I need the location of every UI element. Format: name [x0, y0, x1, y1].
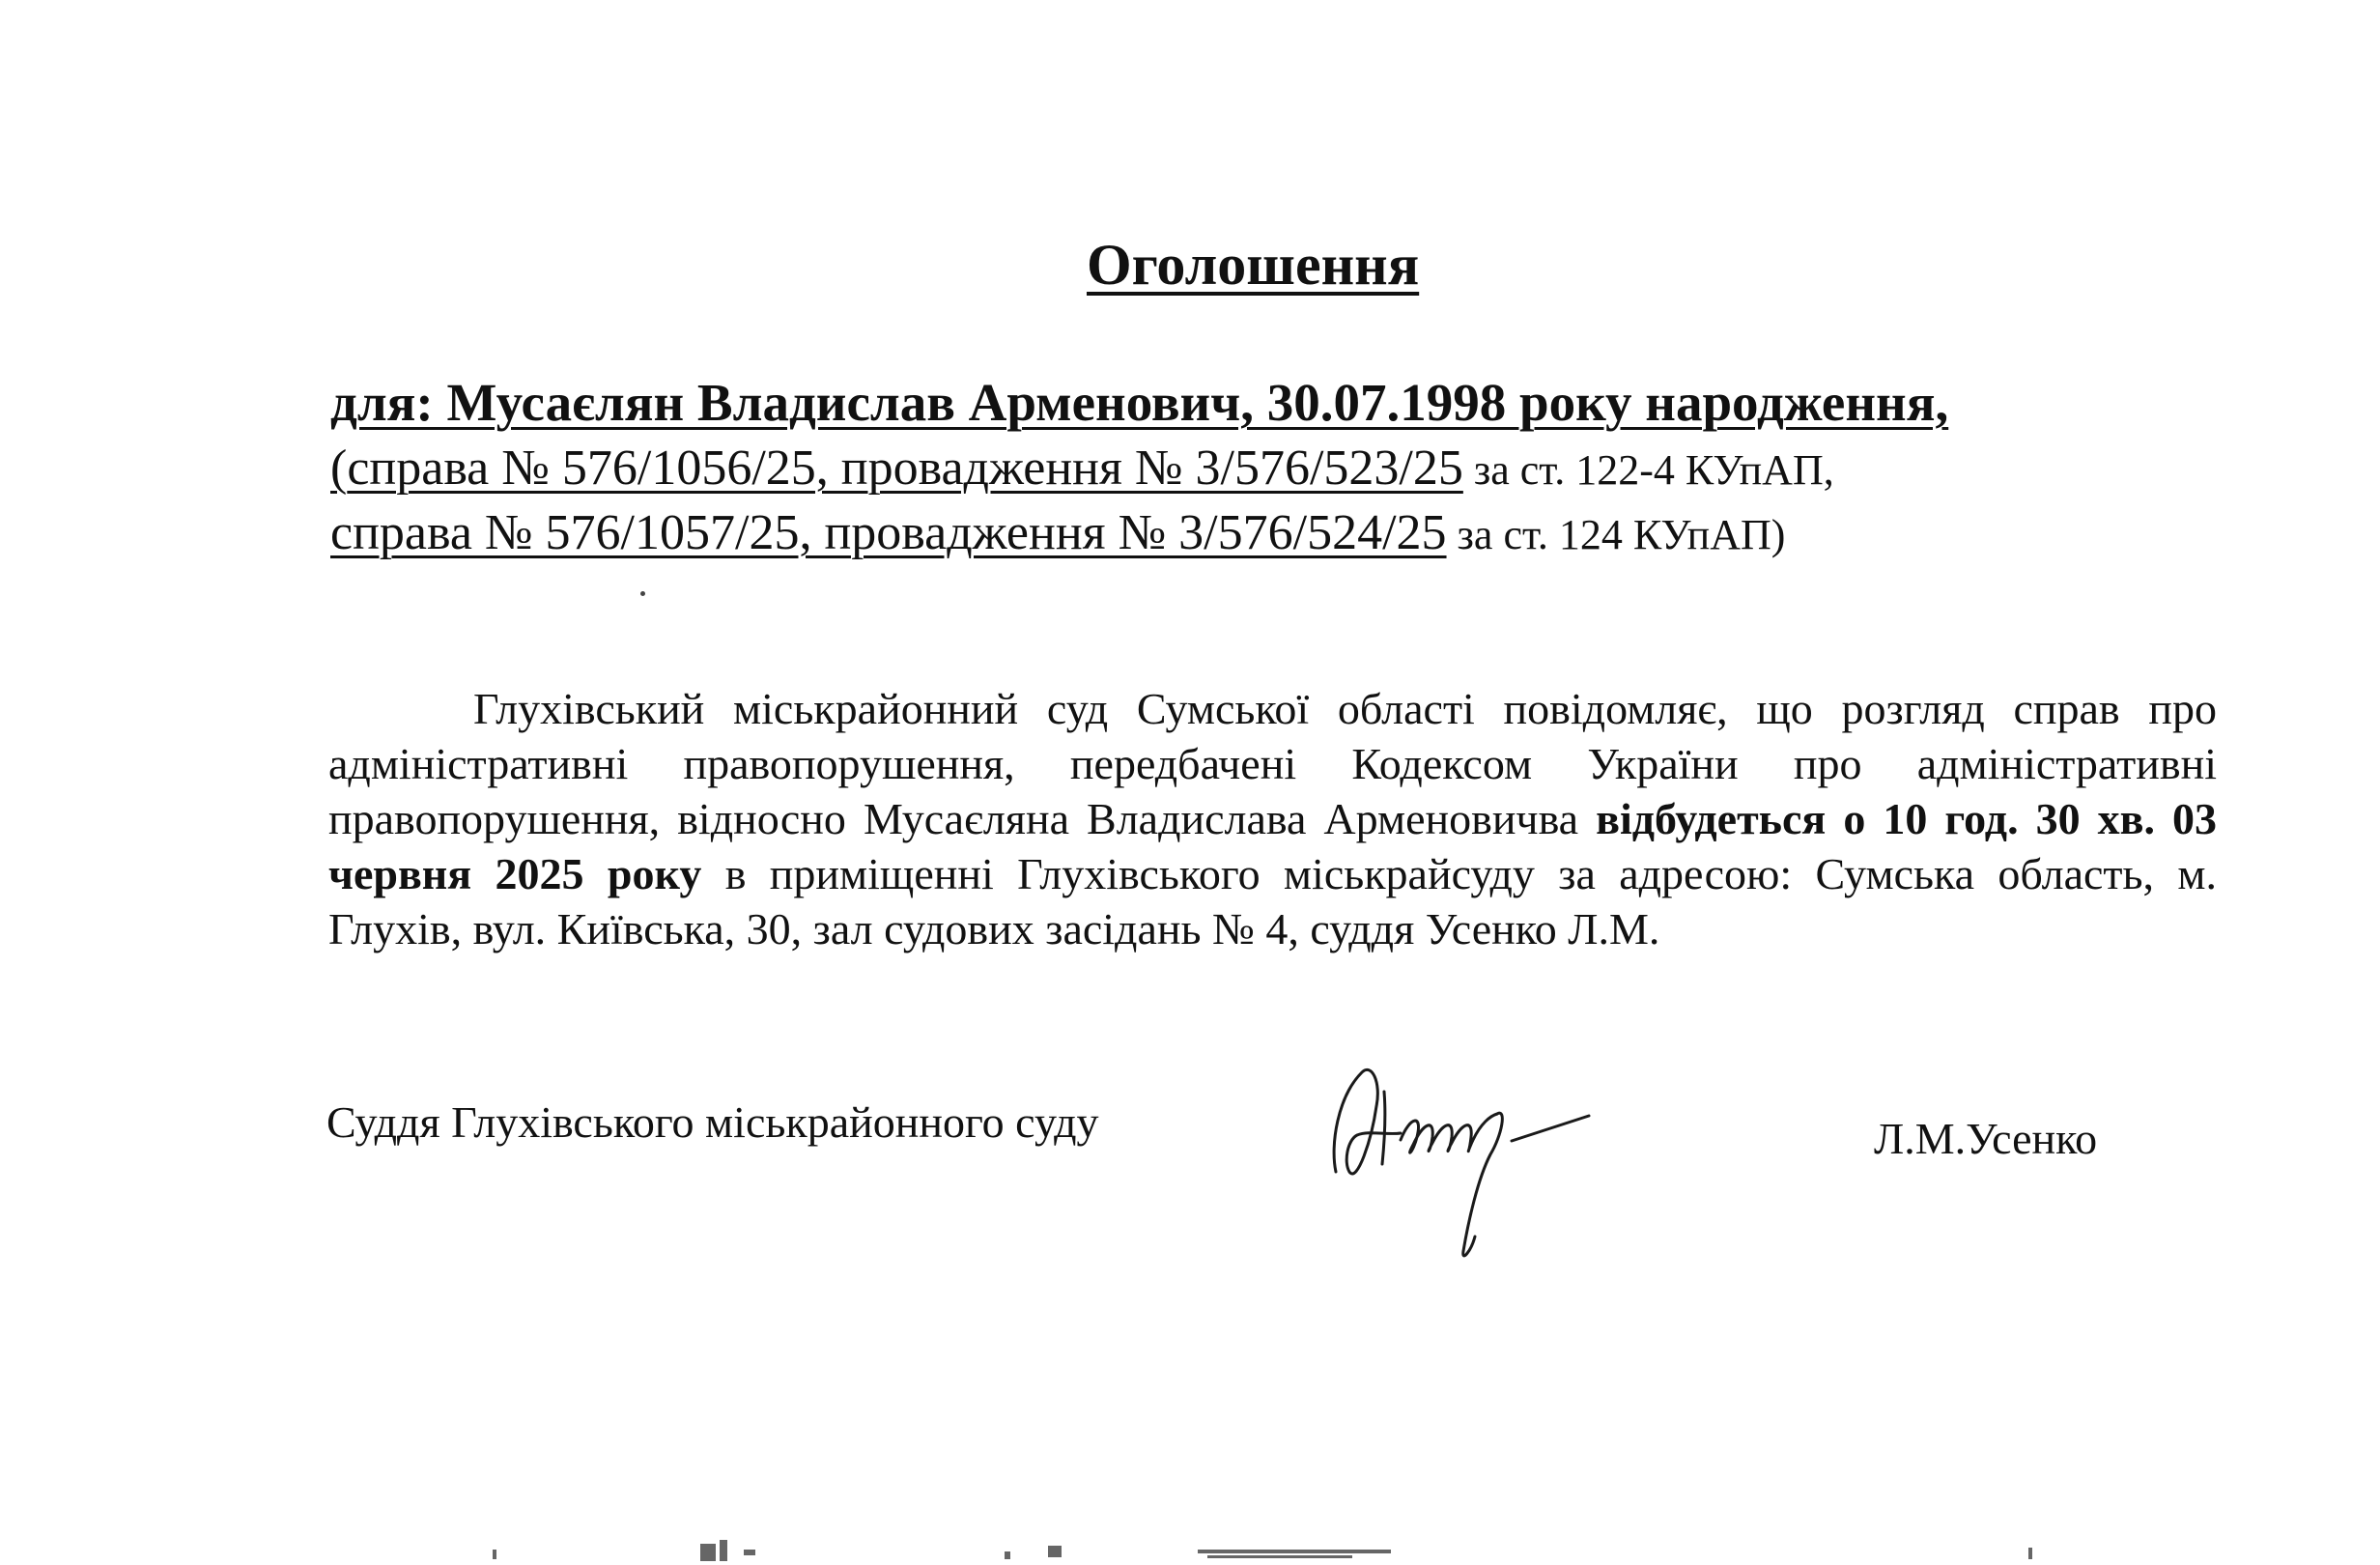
case-line-1 — [330, 440, 1834, 497]
notice-body — [328, 681, 2217, 956]
case-prefix: ( — [330, 441, 348, 496]
judge-title: Суддя Глухівського міськрайонного суду — [326, 1097, 1099, 1147]
case-reference: справа № 576/1057/25, провадження № 3/576/524/25 — [330, 505, 1447, 560]
document-title: Оголошення — [1087, 233, 1420, 297]
handwritten-signature — [1309, 1048, 1666, 1270]
hearing-datetime: відбудеться о 10 год. 30 хв. 03 червня 2025 року — [328, 794, 2217, 898]
scan-artifacts — [0, 1536, 2380, 1565]
notice-text-end: в приміщенні Глухівського міськрайсуду за адресою: Сумська область, м. Глухів, вул. Київська, 30, зал судових засідань № 4, суддя Усенко Л.М. — [328, 849, 2217, 953]
case-reference: справа № 576/1056/25, провадження № 3/576/523/25 — [347, 441, 1463, 496]
case-article: за ст. 124 КУпАП) — [1446, 511, 1786, 558]
case-line-2 — [330, 504, 1785, 561]
judge-name: Л.М.Усенко — [1874, 1114, 2098, 1163]
recipient-line: для: Мусаєлян Владислав Арменович, 30.07.1998 року народження, — [330, 373, 1949, 432]
case-article: за ст. 122-4 КУпАП, — [1462, 446, 1834, 494]
notice-text-start: Глухівський міськрайонний суд Сумської області повідомляє, що розгляд справ про адміністративні правопорушення, передбачені Кодексом України про адміністративні правопорушення, відносно Мусаєляна Владислава Арменовичва — [328, 684, 2217, 843]
scan-speck — [640, 591, 645, 596]
